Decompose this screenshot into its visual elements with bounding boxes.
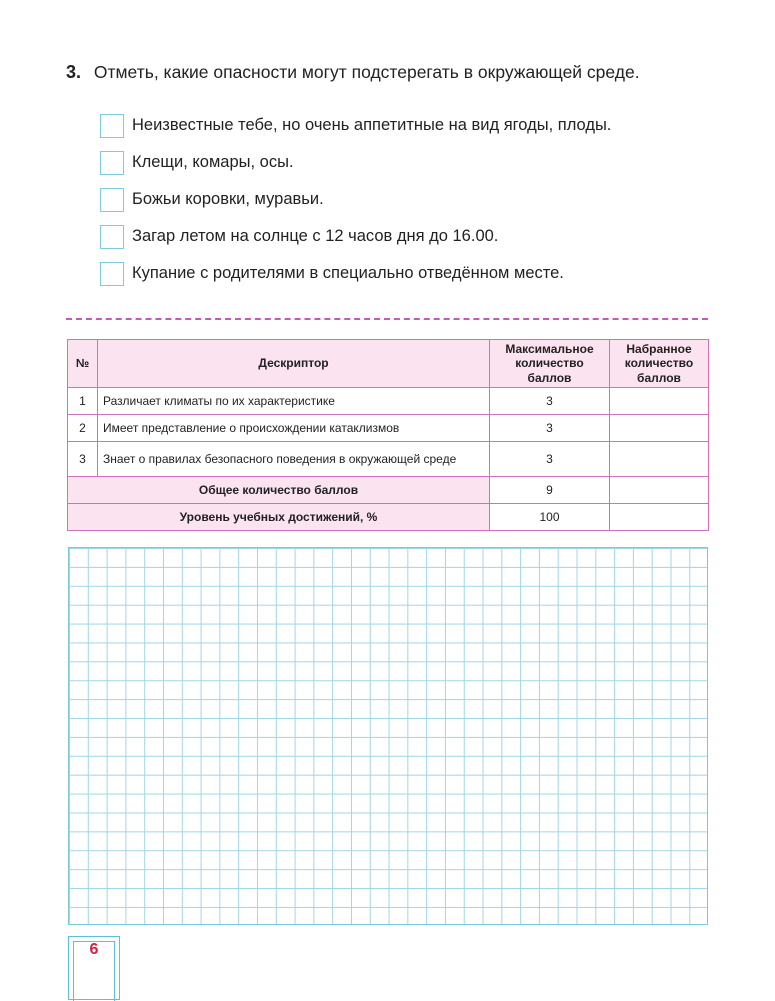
option-checkbox[interactable] — [100, 262, 124, 286]
option-checkbox[interactable] — [100, 114, 124, 138]
page-number: 6 — [89, 941, 99, 958]
header-num: № — [68, 340, 98, 388]
option-item[interactable] — [100, 255, 611, 292]
row-num: 3 — [68, 442, 98, 477]
row-earned-score-cell[interactable] — [610, 415, 709, 442]
row-max-score: 3 — [490, 442, 610, 477]
row-max-score: 3 — [490, 415, 610, 442]
graph-paper-grid — [68, 547, 708, 925]
row-descriptor: Знает о правилах безопасного поведения в окружающей среде — [98, 442, 490, 477]
row-descriptor: Имеет представление о происхождении катаклизмов — [98, 415, 490, 442]
row-num: 1 — [68, 388, 98, 415]
level-row — [68, 504, 709, 531]
table-row — [68, 415, 709, 442]
header-max-score: Максимальное количество баллов — [490, 340, 610, 388]
answer-options — [100, 107, 611, 292]
level-earned-cell[interactable] — [610, 504, 709, 531]
total-label: Общее количество баллов — [68, 477, 490, 504]
row-earned-score-cell[interactable] — [610, 442, 709, 477]
option-label: Купание с родителями в специально отведённом месте. — [132, 264, 564, 282]
option-checkbox[interactable] — [100, 188, 124, 212]
option-checkbox[interactable] — [100, 151, 124, 175]
option-label: Загар летом на солнце с 12 часов дня до 16.00. — [132, 227, 499, 245]
row-earned-score-cell[interactable] — [610, 388, 709, 415]
table-row — [68, 388, 709, 415]
header-descriptor: Дескриптор — [98, 340, 490, 388]
question-text: Отметь, какие опасности могут подстерегать в окружающей среде. — [93, 62, 640, 82]
option-item[interactable] — [100, 181, 611, 218]
table-row — [68, 442, 709, 477]
question-number: 3. — [66, 62, 82, 82]
row-descriptor: Различает климаты по их характеристике — [98, 388, 490, 415]
option-checkbox[interactable] — [100, 225, 124, 249]
level-label: Уровень учебных достижений, % — [68, 504, 490, 531]
total-row — [68, 477, 709, 504]
question — [66, 62, 640, 83]
option-label: Божьи коровки, муравьи. — [132, 190, 324, 208]
option-label: Клещи, комары, осы. — [132, 153, 294, 171]
total-value: 9 — [490, 477, 610, 504]
row-max-score: 3 — [490, 388, 610, 415]
score-table — [67, 339, 709, 531]
option-label: Неизвестные тебе, но очень аппетитные на вид ягоды, плоды. — [132, 116, 612, 134]
option-item[interactable] — [100, 107, 611, 144]
header-earned-score: Набранное количество баллов — [610, 340, 709, 388]
level-value: 100 — [490, 504, 610, 531]
option-item[interactable] — [100, 144, 611, 181]
table-header-row — [68, 340, 709, 388]
page-number-box — [68, 936, 120, 1000]
row-num: 2 — [68, 415, 98, 442]
dashed-divider — [66, 318, 708, 320]
total-earned-cell[interactable] — [610, 477, 709, 504]
option-item[interactable] — [100, 218, 611, 255]
